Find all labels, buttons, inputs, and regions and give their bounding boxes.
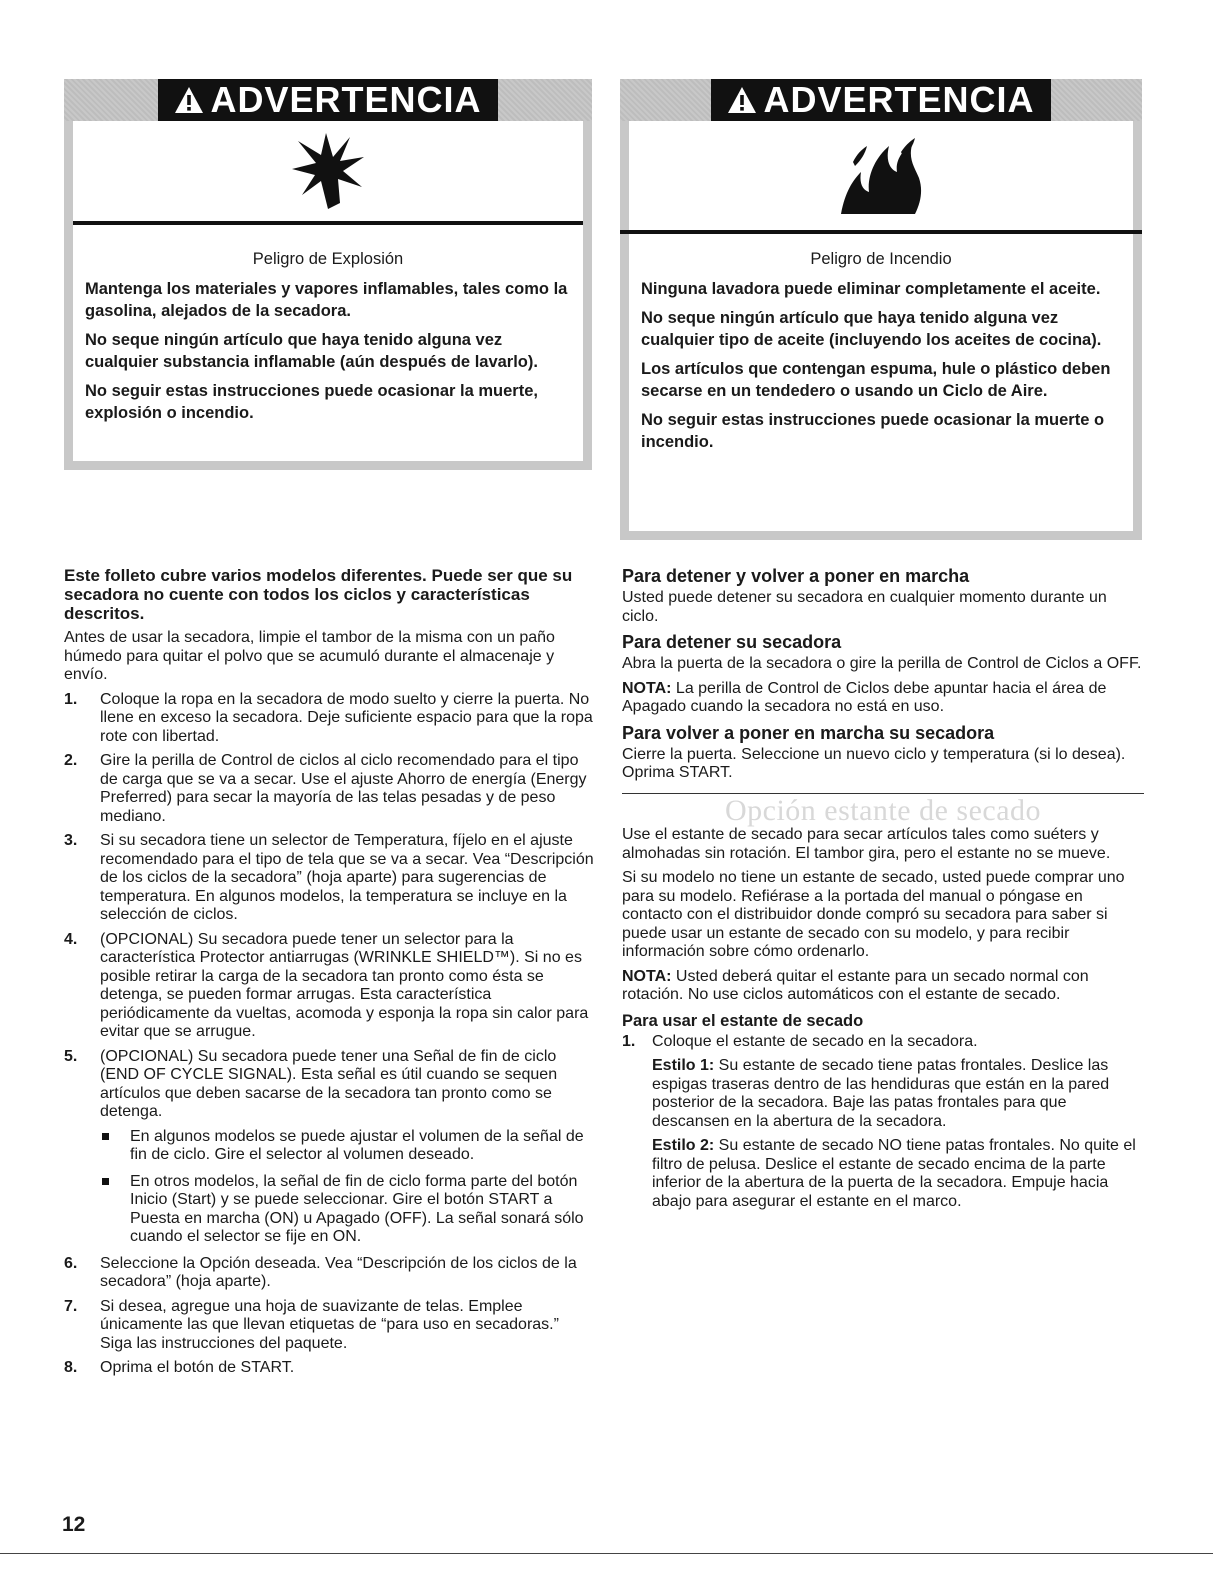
rack-steps-list	[622, 1033, 1144, 1052]
step-text: (OPCIONAL) Su secadora puede tener una Señal de fin de ciclo (END OF CYCLE SIGNAL). Esta señal es útil cuando se sequen artículos que deben sacarse de la secadora tan pronto como se detenga.	[100, 1047, 558, 1120]
style-2-paragraph	[622, 1137, 1144, 1211]
step-text: Coloque el estante de secado en la secadora.	[652, 1032, 978, 1050]
style-1-text: Su estante de secado tiene patas frontales. Deslice las espigas traseras dentro de las hendiduras que están en la pared posterior de la secadora. Baje las patas frontales para que descansen en la abertura de la secadora.	[652, 1057, 1110, 1130]
step-number: 3.	[64, 832, 78, 849]
warning-banner-text: ADVERTENCIA	[210, 79, 482, 120]
warning-title: Peligro de Explosión	[252, 250, 404, 268]
heading-stop: Para detener su secadora	[622, 632, 842, 652]
bullet-square-icon	[102, 1133, 109, 1140]
note-text: Usted deberá quitar el estante para un secado normal con rotación. No use ciclos automáticos con el estante de secado.	[622, 967, 1089, 1003]
note-paragraph	[622, 968, 1144, 1005]
warning-header	[620, 79, 1142, 121]
sub-item-text: En algunos modelos se puede ajustar el volumen de la señal de fin de ciclo. Gire el selector al volumen deseado.	[130, 1127, 584, 1163]
step-number: 7.	[64, 1297, 78, 1315]
bullet-square-icon	[102, 1178, 109, 1185]
step-number: 1.	[622, 1032, 636, 1050]
list-item	[64, 832, 594, 925]
step-number: 6.	[64, 1254, 78, 1272]
sub-list-item	[100, 1128, 594, 1165]
step-number: 2.	[64, 752, 78, 769]
paragraph-stop-start: Usted puede detener su secadora en cualquier momento durante un ciclo.	[622, 589, 1107, 625]
list-item	[64, 691, 594, 747]
explosion-icon	[288, 131, 368, 211]
page-number: 12	[62, 1513, 86, 1536]
step-text: Gire la perilla de Control de ciclos al ciclo recomendado para el tipo de carga que se va a secar. Use el ajuste Ahorro de energía (Energy Preferred) para secar la mayoría de las telas pesadas y de peso mediano.	[100, 752, 587, 825]
right-column	[622, 566, 1144, 1217]
style-2-text: Su estante de secado NO tiene patas frontales. No quite el filtro de pelusa. Deslice el estante de secado encima de la parte inferior de la abertura de la puerta de la secadora. Empuje hacia abajo para asegurar el estante en el marco.	[652, 1137, 1136, 1210]
warning-title: Peligro de Incendio	[810, 250, 952, 268]
list-item	[64, 752, 594, 826]
list-item	[64, 1255, 594, 1292]
warning-banner	[158, 79, 497, 121]
section-title: Opción estante de secado	[724, 793, 1042, 827]
warning-paragraph: Los artículos que contengan espuma, hule o plástico deben secarse en un tendedero o usando un Ciclo de Aire.	[641, 360, 1111, 400]
lead-paragraph: Este folleto cubre varios modelos diferentes. Puede ser que su secadora no cuente con todos los ciclos y características descritos.	[64, 566, 573, 623]
warning-paragraph: No seguir estas instrucciones puede ocasionar la muerte, explosión o incendio.	[85, 382, 538, 422]
style-2-label: Estilo 2:	[652, 1137, 715, 1154]
warning-paragraph: Ninguna lavadora puede eliminar completamente el aceite.	[641, 280, 1101, 298]
list-item	[64, 931, 594, 1042]
paragraph-stop: Abra la puerta de la secadora o gire la perilla de Control de Ciclos a OFF.	[622, 655, 1142, 672]
step-number: 5.	[64, 1047, 78, 1065]
warning-paragraph: Mantenga los materiales y vapores inflamables, tales como la gasolina, alejados de la secadora.	[85, 280, 568, 320]
list-item	[64, 1048, 594, 1247]
step-text: (OPCIONAL) Su secadora puede tener un selector para la característica Protector antiarrugas (WRINKLE SHIELD™). Si no es posible retirar la carga de la secadora tan pronto como ésta se detenga, se pueden formar arrugas. Esta característica periódicamente da vueltas, acomoda y esponja la ropa sin calor para evitar que se arrugue.	[100, 930, 589, 1040]
warning-paragraph: No seque ningún artículo que haya tenido alguna vez cualquier substancia inflamable (aún después de lavarlo).	[85, 331, 538, 371]
step-number: 4.	[64, 930, 78, 948]
warning-paragraph: No seguir estas instrucciones puede ocasionar la muerte o incendio.	[641, 411, 1105, 451]
warning-triangle-icon	[174, 86, 204, 114]
note-label: NOTA:	[622, 967, 672, 985]
paragraph-restart: Cierre la puerta. Seleccione un nuevo ciclo y temperatura (si lo desea). Oprima START.	[622, 745, 1126, 781]
warning-icon-area	[73, 121, 583, 225]
paragraph-rack-2: Si su modelo no tiene un estante de secado, usted puede comprar uno para su modelo. Refiérase a la portada del manual o póngase en contacto con el distribuidor donde compró su secadora para saber si puede usar un estante de secado con su modelo, y para recibir información sobre cómo ordenarlo.	[622, 869, 1125, 960]
sub-item-text: En otros modelos, la señal de fin de ciclo forma parte del botón Inicio (Start) y se puede seleccionar. Gire el botón START a Puesta en marcha (ON) u Apagado (OFF). La señal sonará sólo cuando el selector se fije en ON.	[130, 1172, 584, 1245]
note-label: NOTA:	[622, 679, 672, 697]
warning-paragraph: No seque ningún artículo que haya tenido alguna vez cualquier tipo de aceite (incluyendo los aceites de cocina).	[641, 309, 1102, 349]
sub-list-item	[100, 1173, 594, 1247]
warning-header	[64, 79, 592, 121]
step-text: Seleccione la Opción deseada. Vea “Descripción de los ciclos de la secadora” (hoja aparte).	[100, 1254, 577, 1290]
fire-icon	[831, 132, 931, 216]
bottom-rule	[0, 1553, 1213, 1554]
note-text: La perilla de Control de Ciclos debe apuntar hacia el área de Apagado cuando la secadora no está en uso.	[622, 679, 1107, 715]
heading-restart: Para volver a poner en marcha su secadora	[622, 722, 995, 743]
sub-list	[100, 1128, 594, 1247]
left-column	[64, 566, 594, 1384]
warning-triangle-icon	[727, 86, 757, 114]
step-text: Oprima el botón de START.	[100, 1359, 295, 1376]
note-paragraph	[622, 680, 1144, 717]
list-item	[622, 1033, 1144, 1052]
step-text: Si su secadora tiene un selector de Temperatura, fíjelo en el ajuste recomendado para el tipo de tela que se va a secar. Vea “Descripción de los ciclos de la secadora” (hoja aparte) para sugerencias de temperatura. En algunos modelos, la temperatura se incluye en la selección de ciclos.	[100, 832, 594, 923]
step-number: 8.	[64, 1359, 78, 1376]
warning-icon-area	[629, 121, 1133, 227]
warning-text-panel-explosion	[64, 234, 592, 470]
warning-text-panel-fire	[620, 230, 1142, 540]
step-number: 1.	[64, 690, 78, 708]
heading-stop-start: Para detener y volver a poner en marcha	[622, 566, 970, 586]
warning-banner	[711, 79, 1050, 121]
step-text: Si desea, agregue una hoja de suavizante de telas. Emplee únicamente las que llevan etiquetas de “para uso en secadoras.” Siga las instrucciones del paquete.	[100, 1297, 559, 1352]
list-item	[64, 1298, 594, 1354]
paragraph-rack-1: Use el estante de secado para secar artículos tales como suéters y almohadas sin rotación. El tambor gira, pero el estante no se mueve.	[622, 826, 1111, 862]
warning-box-fire	[620, 79, 1142, 239]
style-1-paragraph	[622, 1057, 1144, 1131]
intro-paragraph: Antes de usar la secadora, limpie el tambor de la misma con un paño húmedo para quitar el polvo que se acumuló durante el almacenaje y envío.	[64, 629, 555, 683]
heading-use-rack: Para usar el estante de secado	[622, 1011, 864, 1030]
style-1-label: Estilo 1:	[652, 1057, 715, 1074]
warning-banner-text: ADVERTENCIA	[763, 79, 1035, 120]
list-item	[64, 1359, 594, 1378]
step-text: Coloque la ropa en la secadora de modo suelto y cierre la puerta. No llene en exceso la secadora. Deje suficiente espacio para que la ropa rote con libertad.	[100, 690, 593, 745]
steps-list	[64, 691, 594, 1378]
